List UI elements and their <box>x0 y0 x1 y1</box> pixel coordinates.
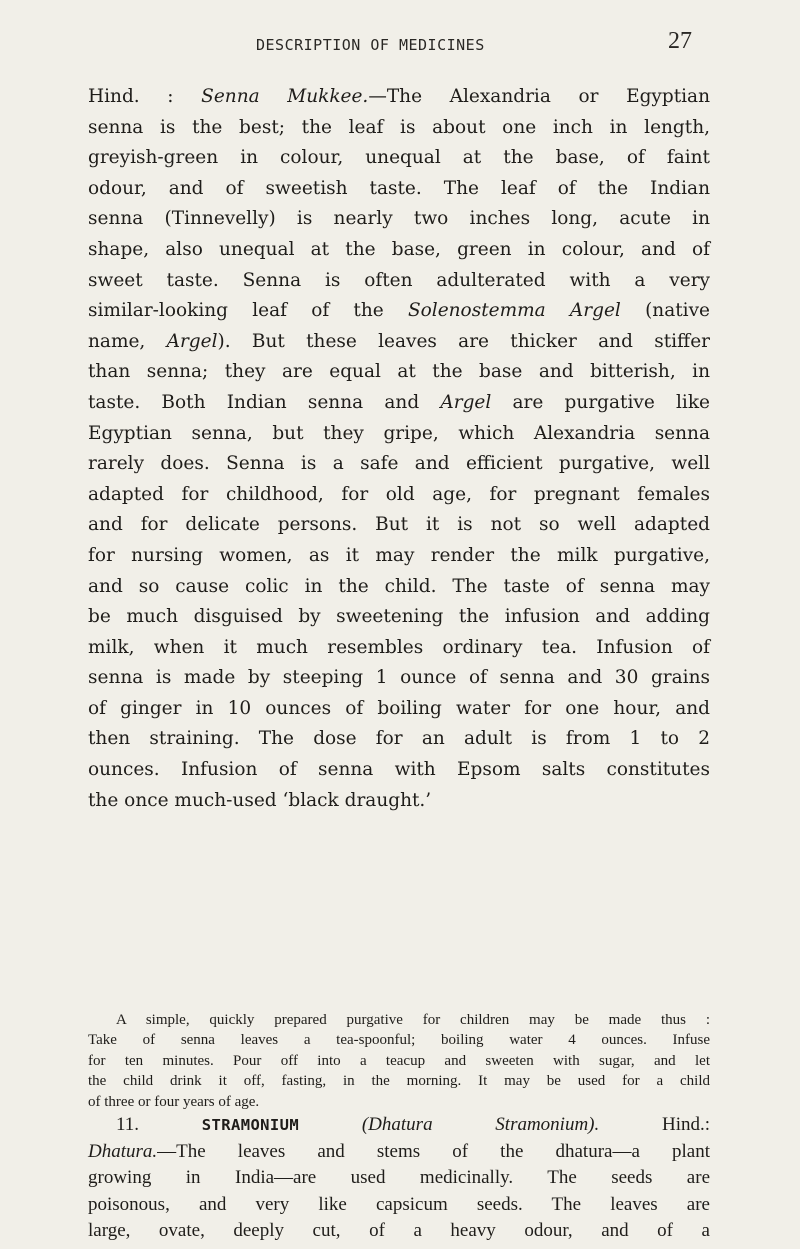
text-line: sweet taste. Senna is often adulterated with a very <box>88 269 710 291</box>
running-title: DESCRIPTION OF MEDICINES <box>256 36 485 54</box>
text-line: Dhatura.—The leaves and stems of the dhatura—a plant <box>88 1140 710 1162</box>
text-line: growing in India—are used medicinally. The seeds are <box>88 1167 710 1189</box>
text-line: then straining. The dose for an adult is from 1 to 2 <box>88 728 710 750</box>
text-line: senna is the best; the leaf is about one inch in length, <box>88 116 710 138</box>
note-line: the child drink it off, fasting, in the morning. It may be used for a child <box>88 1073 710 1090</box>
note-line: of three or four years of age. <box>88 1093 260 1110</box>
text-line: ounces. Infusion of senna with Epsom salts constitutes <box>88 759 710 781</box>
text-line: than senna; they are equal at the base and bitterish, in <box>88 361 710 383</box>
note-line: A simple, quickly prepared purgative for children may be made thus : <box>116 1012 710 1028</box>
text-line: senna (Tinnevelly) is nearly two inches long, acute in <box>88 208 710 230</box>
text-line: adapted for childhood, for old age, for pregnant females <box>88 483 710 505</box>
section-heading-line: 11. STRAMONIUM (Dhatura Stramonium). Hind.: <box>116 1114 711 1135</box>
note-line: for ten minutes. Pour off into a teacup and sweeten with sugar, and let <box>88 1052 710 1069</box>
text-line: rarely does. Senna is a safe and efficient purgative, well <box>88 453 710 475</box>
section-heading: STRAMONIUM <box>201 1116 300 1134</box>
text-line: odour, and of sweetish taste. The leaf of the Indian <box>88 177 710 199</box>
section-latin-name: (Dhatura Stramonium). <box>361 1114 600 1135</box>
text-line: similar-looking leaf of the Solenostemma Argel (native <box>88 300 710 322</box>
text-line: shape, also unequal at the base, green in colour, and of <box>88 238 710 260</box>
senna-paragraph <box>88 82 710 816</box>
text-line: the once much-used ‘black draught.’ <box>88 789 432 811</box>
text-line: be much disguised by sweetening the infusion and adding <box>88 606 710 628</box>
text-line: of ginger in 10 ounces of boiling water for one hour, and <box>88 697 710 719</box>
text-line: senna is made by steeping 1 ounce of senna and 30 grains <box>88 667 710 689</box>
text-line: poisonous, and very like capsicum seeds. The leaves are <box>88 1193 710 1215</box>
text-line: taste. Both Indian senna and Argel are purgative like <box>88 391 710 413</box>
text-line: Hind. : Senna Mukkee.—The Alexandria or Egyptian <box>88 86 711 107</box>
text-line: Egyptian senna, but they gripe, which Alexandria senna <box>88 422 710 444</box>
page-number: 27 <box>668 28 692 54</box>
stramonium-section <box>88 1112 710 1245</box>
section-number: 11. <box>116 1114 202 1135</box>
text-line: and so cause colic in the child. The taste of senna may <box>88 575 710 597</box>
text-line: and for delicate persons. But it is not so well adapted <box>88 514 710 536</box>
text-line: milk, when it much resembles ordinary tea. Infusion of <box>88 636 710 658</box>
note-line: Take of senna leaves a tea-spoonful; boiling water 4 ounces. Infuse <box>88 1032 710 1049</box>
purgative-note <box>88 1010 710 1112</box>
text-line: name, Argel). But these leaves are thicker and stiffer <box>88 330 710 352</box>
text-line: large, ovate, deeply cut, of a heavy odour, and of a <box>88 1220 710 1242</box>
text-line: greyish-green in colour, unequal at the base, of faint <box>88 147 710 169</box>
text-line: for nursing women, as it may render the milk purgative, <box>88 544 710 566</box>
